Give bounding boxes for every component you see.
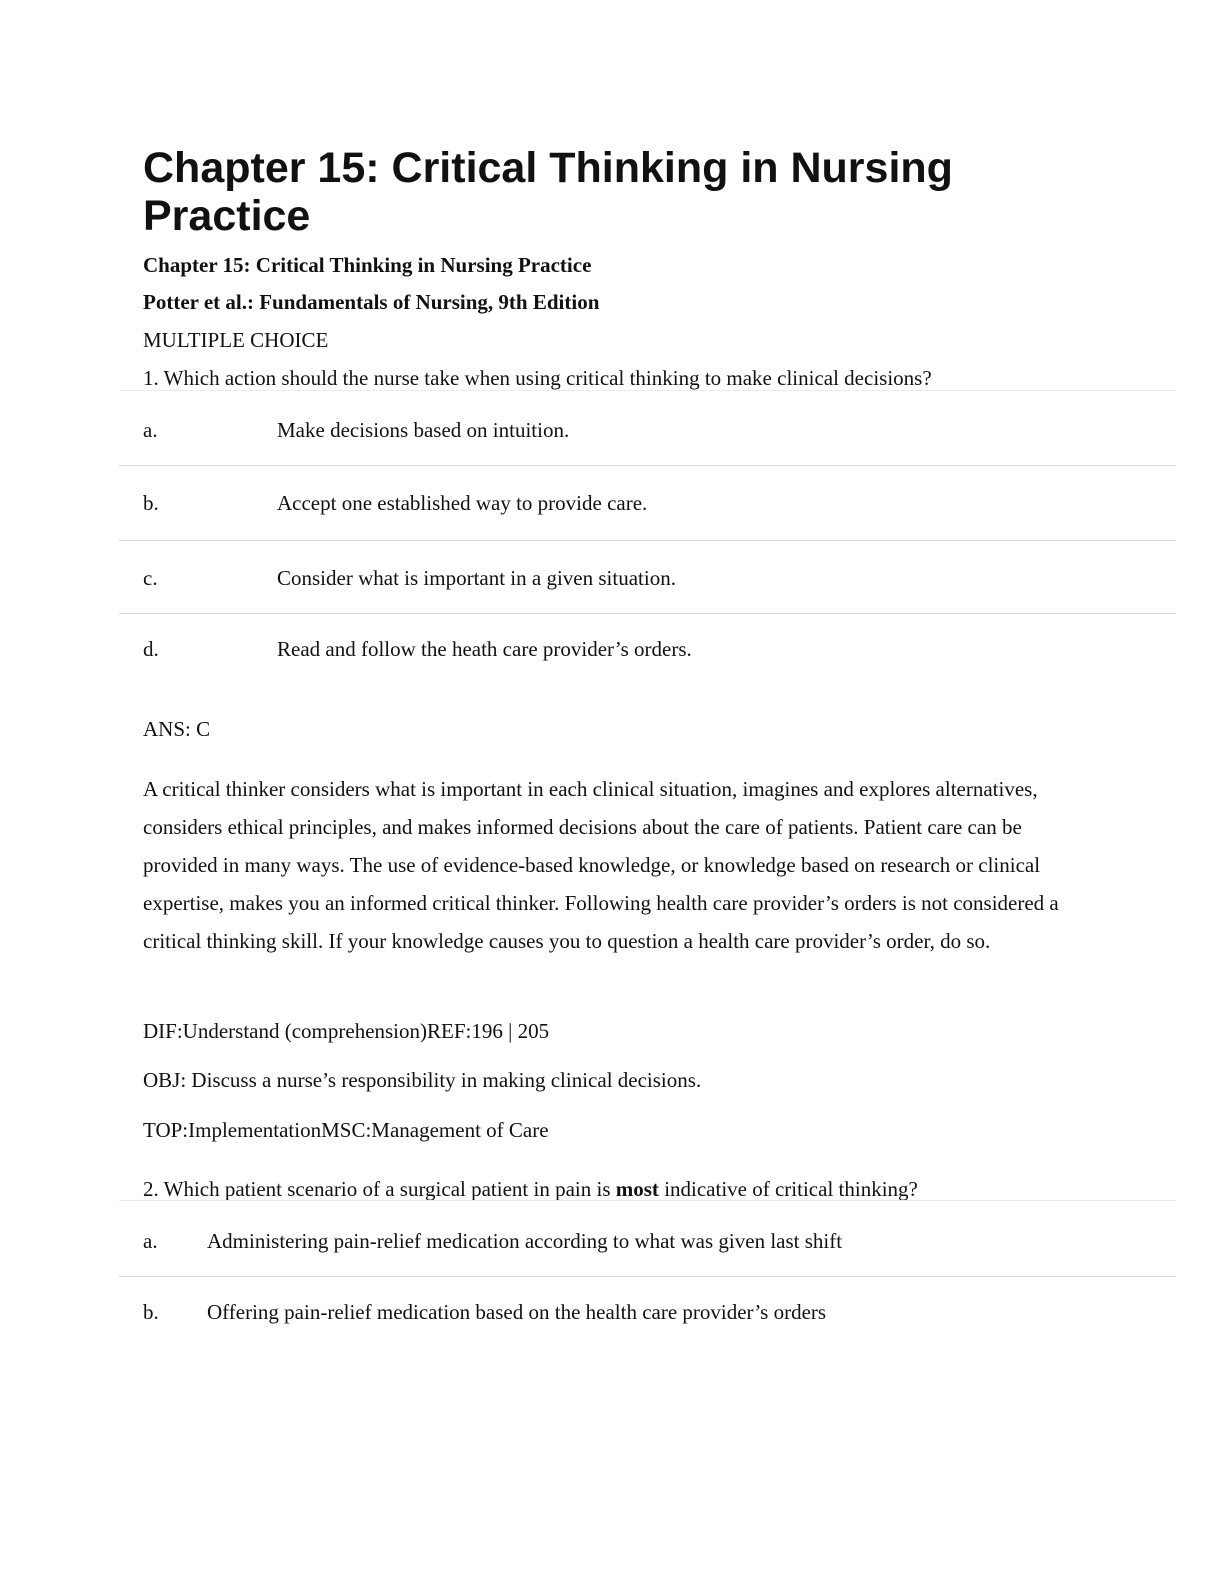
divider xyxy=(119,1276,1176,1277)
q1-option-b-text: Accept one established way to provide care. xyxy=(277,491,648,515)
q1-objective: OBJ: Discuss a nurse’s responsibility in making clinical decisions. xyxy=(143,1068,702,1092)
chapter-title: Chapter 15: Critical Thinking in Nursing Practice xyxy=(143,144,953,240)
divider xyxy=(119,613,1176,614)
q2-option-b-text: Offering pain-relief medication based on the health care provider’s orders xyxy=(207,1300,827,1324)
divider xyxy=(119,465,1176,466)
section-heading: MULTIPLE CHOICE xyxy=(143,328,329,352)
q1-option-d-text: Read and follow the heath care provider’s orders. xyxy=(277,637,692,661)
q1-option-d-letter: d. xyxy=(143,637,159,661)
divider xyxy=(119,390,1176,391)
q1-option-a-letter: a. xyxy=(143,418,158,442)
q2-stem-end: indicative of critical thinking? xyxy=(658,1177,918,1201)
q2-option-b-letter: b. xyxy=(143,1300,159,1324)
question-2-stem xyxy=(143,1177,918,1202)
q2-stem-start: 2. Which patient scenario of a surgical patient in pain is xyxy=(143,1177,616,1201)
divider xyxy=(119,1200,1176,1201)
q1-option-c-letter: c. xyxy=(143,566,158,590)
q2-option-a-letter: a. xyxy=(143,1229,158,1253)
q1-difficulty-ref: DIF:Understand (comprehension)REF:196 | 205 xyxy=(143,1019,550,1043)
textbook-source: Potter et al.: Fundamentals of Nursing, 9th Edition xyxy=(143,290,600,314)
q1-topic-msc: TOP:ImplementationMSC:Management of Care xyxy=(143,1118,549,1142)
q1-option-a-text: Make decisions based on intuition. xyxy=(277,418,570,442)
divider xyxy=(119,540,1176,541)
q1-option-b-letter: b. xyxy=(143,491,159,515)
q1-answer: ANS: C xyxy=(143,717,211,741)
question-1-stem: 1. Which action should the nurse take when using critical thinking to make clinical decisions? xyxy=(143,366,932,390)
q2-option-a-text: Administering pain-relief medication according to what was given last shift xyxy=(207,1229,843,1253)
q1-rationale: A critical thinker considers what is important in each clinical situation, imagines and explores alternatives, considers ethical principles, and makes informed decisions about the care of patients. Patient care can be provided in many ways. The use of evidence-based knowledge, or knowledge based on research or clinical expertise, makes you an informed critical thinker. Following health care provider’s orders is not considered a critical thinking skill. If your knowledge causes you to question a health care provider’s order, do so. xyxy=(143,777,1059,953)
q2-stem-emphasis: most xyxy=(615,1177,659,1201)
chapter-subtitle: Chapter 15: Critical Thinking in Nursing Practice xyxy=(143,253,592,277)
q1-option-c-text: Consider what is important in a given situation. xyxy=(277,566,676,590)
